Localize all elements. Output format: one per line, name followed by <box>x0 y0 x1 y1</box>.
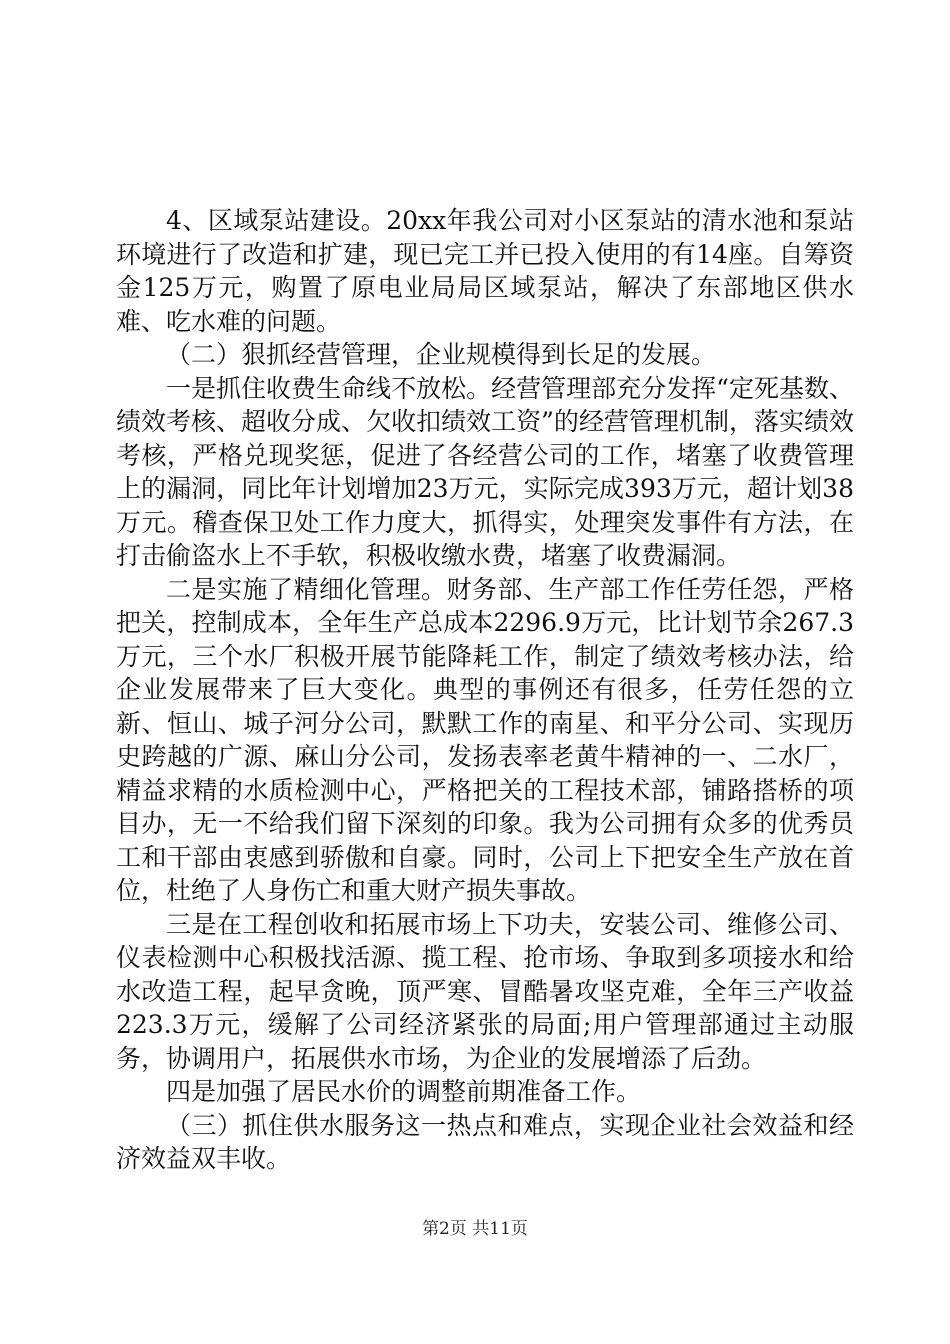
paragraph-refined-management: 二是实施了精细化管理。财务部、生产部工作任劳任怨，严格把关，控制成本，全年生产总成本2296.9万元，比计划节余267.3万元，三个水厂积极开展节能降耗工作，制定了绩效考核办法，给企业发展带来了巨大变化。典型的事例还有很多，任劳任怨的立新、恒山、城子河分公司，默默工作的南星、和平分公司、实现历史跨越的广源、麻山分公司，发扬表率老黄牛精神的一、二水厂，精益求精的水质检测中心，严格把关的工程技术部，铺路搭桥的项目办，无一不给我们留下深刻的印象。我为公司拥有众多的优秀员工和干部由衷感到骄傲和自豪。同时，公司上下把安全生产放在首位，杜绝了人身伤亡和重大财产损失事故。 <box>116 574 854 905</box>
paragraph-pump-station: 4、区域泵站建设。20xx年我公司对小区泵站的清水池和泵站环境进行了改造和扩建，现已完工并已投入使用的有14座。自筹资金125万元，购置了原电业局局区域泵站，解决了东部地区供水难、吃水难的问题。 <box>116 206 854 336</box>
paragraph-engineering-revenue: 三是在工程创收和拓展市场上下功夫，安装公司、维修公司、仪表检测中心积极找活源、揽工程、抢市场、争取到多项接水和给水改造工程，起早贪晚，顶严寒、冒酷暑攻坚克难，全年三产收益223.3万元，缓解了公司经济紧张的局面;用户管理部通过主动服务，协调用户，拓展供水市场，为企业的发展增添了后劲。 <box>116 909 854 1073</box>
section-heading-operations: （二）狠抓经营管理，企业规模得到长足的发展。 <box>166 340 717 369</box>
section-heading-water-service: （三）抓住供水服务这一热点和难点，实现企业社会效益和经济效益双丰收。 <box>116 1110 854 1173</box>
page-number-footer: 第2页 共11页 <box>422 1219 528 1239</box>
paragraph-water-price: 四是加强了居民水价的调整前期准备工作。 <box>166 1077 642 1106</box>
document-body <box>116 204 854 1176</box>
paragraph-fee-collection: 一是抓住收费生命线不放松。经营管理部充分发挥“定死基数、绩效考核、超收分成、欠收扣绩效工资”的经营管理机制，落实绩效考核，严格兑现奖惩，促进了各经营公司的工作，堵塞了收费管理上的漏洞，同比年计划增加23万元，实际完成393万元，超计划38万元。稽查保卫处工作力度大，抓得实，处理突发事件有方法，在打击偷盗水上不手软，积极收缴水费，堵塞了收费漏洞。 <box>116 373 854 570</box>
